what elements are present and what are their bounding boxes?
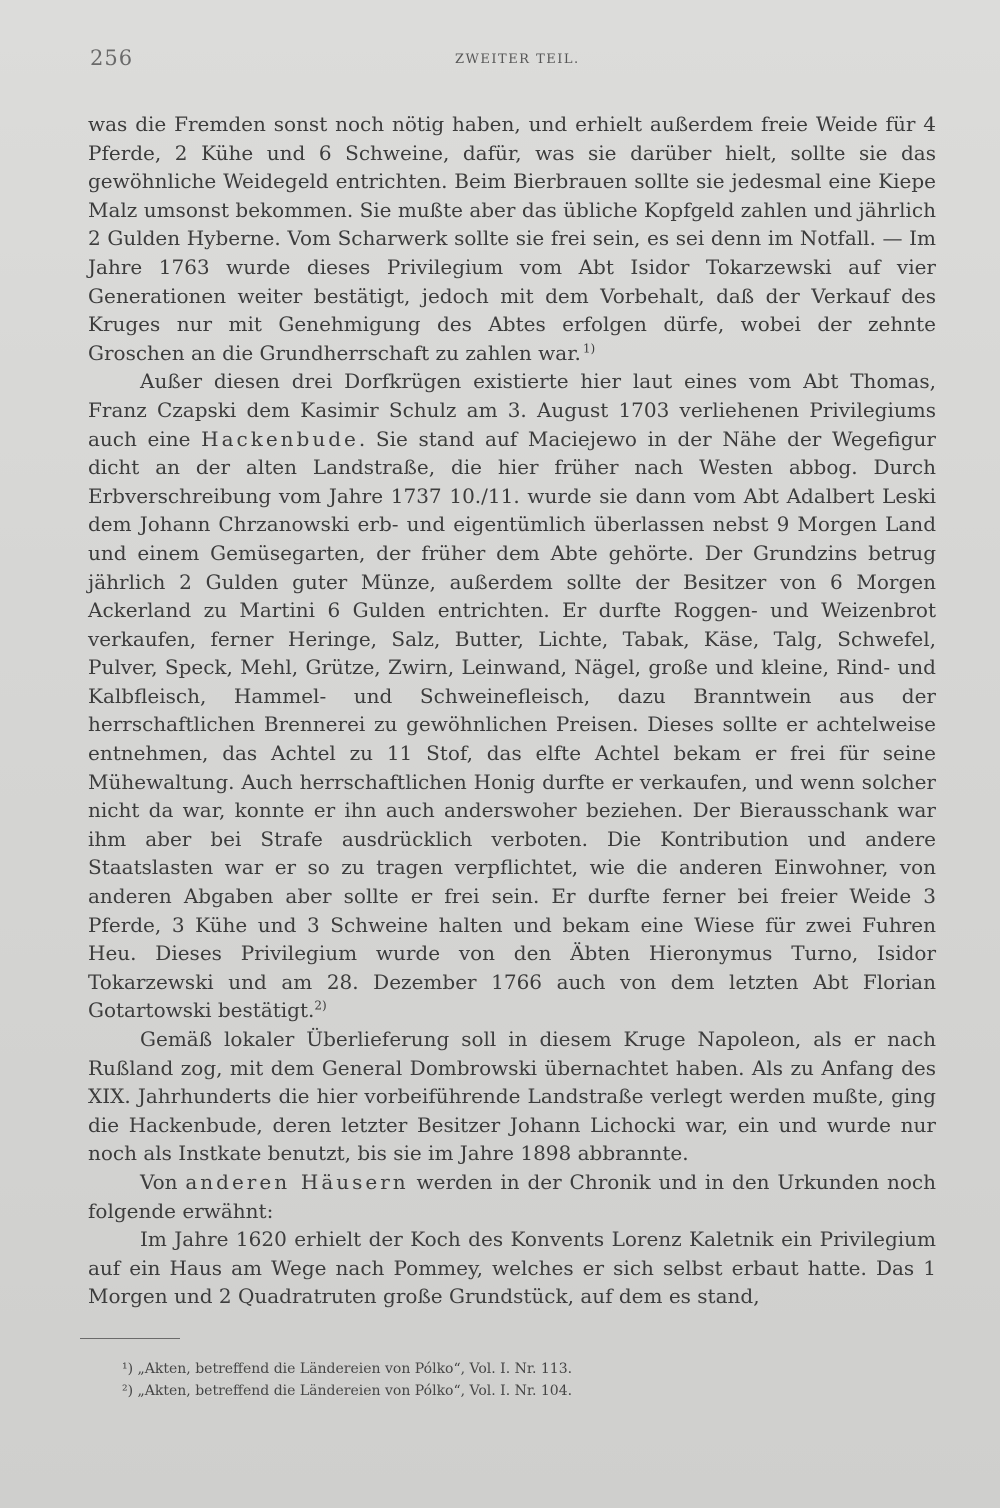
- body-text: [88, 110, 936, 1311]
- paragraph-text: Im Jahre 1620 erhielt der Koch des Konvents Lorenz Kaletnik ein Privilegium auf ein Haus am Wege nach Pommey, welches er sich selbst erbaut hatte. Das 1 Morgen und 2 Quadratruten große Grundstück, auf dem es stand,: [88, 1227, 936, 1309]
- footnote-rule: [80, 1338, 180, 1339]
- paragraph-hackenbude: [88, 367, 936, 1025]
- paragraph-text: werden in der Chronik und in den Urkunden noch folgende erwähnt:: [88, 1169, 937, 1223]
- paragraph-text: was die Fremden sonst noch nötig haben, und erhielt außerdem freie Weide für 4 Pferde, 2 Kühe und 6 Schweine, dafür, was sie darüber hielt, sollte sie das gewöhnliche Weidegeld entrichten. Beim Bierbrauen sollte sie jedesmal eine Kiepe Malz umsonst bekommen. Sie mußte aber das übliche Kopfgeld zahlen und jährlich 2 Gulden Hyberne. Vom Scharwerk sollte sie frei sein, es sei denn im Notfall. — Im Jahre 1763 wurde dieses Privilegium vom Abt Isidor Tokarzewski auf vier Generationen weiter bestätigt, jedoch mit dem Vorbehalt, daß der Verkauf des Kruges nur mit Genehmigung des Abtes erfolgen dürfe, wobei der zehnte Groschen an die Grundherrschaft zu zahlen war.: [88, 112, 936, 365]
- paragraph-kaletnik: [88, 1225, 936, 1311]
- running-head: ZWEITER TEIL.: [455, 52, 580, 67]
- paragraph-other-houses: [88, 1168, 936, 1225]
- footnote-2: ²) „Akten, betreffend die Ländereien von Pólko“, Vol. I. Nr. 104.: [122, 1383, 573, 1399]
- paragraph-napoleon: [88, 1025, 936, 1168]
- footnote-marker: 1): [582, 341, 596, 356]
- footnotes: [122, 1358, 762, 1402]
- page-header: [0, 46, 1000, 76]
- footnote-1: ¹) „Akten, betreffend die Ländereien von Pólko“, Vol. I. Nr. 113.: [122, 1361, 573, 1377]
- paragraph-continued: [88, 110, 936, 367]
- footnote-marker: 2): [314, 998, 327, 1013]
- paragraph-text: Von: [140, 1169, 186, 1194]
- paragraph-text: Außer diesen drei Dorfkrügen existierte hier laut eines vom Abt Thomas, Franz Czapski dem Kasimir Schulz am 3. August 1703 verliehenen Privilegiums auch eine: [88, 369, 936, 451]
- spaced-term: anderen Häusern: [185, 1169, 409, 1194]
- paragraph-text: . Sie stand auf Maciejewo in der Nähe der Wegefigur dicht an der alten Landstraße, die hier früher nach Westen abbog. Durch Erbverschreibung vom Jahre 1737 10./11. wurde sie dann vom Abt Adalbert Leski dem Johann Chrzanowski erb- und eigentümlich überlassen nebst 9 Morgen Land und einem Gemüsegarten, der früher dem Abte gehörte. Der Grundzins betrug jährlich 2 Gulden guter Münze, außerdem sollte der Besitzer von 6 Morgen Ackerland zu Martini 6 Gulden entrichten. Er durfte Roggen- und Weizenbrot verkaufen, ferner Heringe, Salz, Butter, Lichte, Tabak, Käse, Talg, Schwefel, Pulver, Speck, Mehl, Grütze, Zwirn, Leinwand, Nägel, große und kleine, Rind- und Kalbfleisch, Hammel- und Schweinefleisch, dazu Branntwein aus der herrschaftlichen Brennerei zu gewöhnlichen Preisen. Dieses sollte er achtelweise entnehmen, das Achtel zu 11 Stof, das elfte Achtel bekam er frei für seine Mühewaltung. Auch herrschaftlichen Honig durfte er verkaufen, und wenn solcher nicht da war, konnte er ihn auch anderswoher beziehen. Der Bierausschank war ihm aber bei Strafe ausdrücklich verboten. Die Kontribution und andere Staatslasten war er so zu tragen verpflichtet, wie die anderen Einwohner, von anderen Abgaben aber sollte er frei sein. Er durfte ferner bei freier Weide 3 Pferde, 3 Kühe und 3 Schweine halten und bekam eine Wiese für zwei Fuhren Heu. Dieses Privilegium wurde von den Äbten Hieronymus Turno, Isidor Tokarzewski und am 28. Dezember 1766 auch von dem letzten Abt Florian Gotartowski bestätigt.: [88, 426, 936, 1023]
- page-number: 256: [90, 46, 134, 70]
- spaced-term: Hackenbude: [201, 426, 359, 451]
- paragraph-text: Gemäß lokaler Überlieferung soll in diesem Kruge Napoleon, als er nach Rußland zog, mit dem General Dombrowski übernachtet haben. Als zu Anfang des XIX. Jahrhunderts die hier vorbeiführende Landstraße verlegt werden mußte, ging die Hackenbude, deren letzter Besitzer Johann Lichocki war, ein und wurde nur noch als Instkate benutzt, bis sie im Jahre 1898 abbrannte.: [88, 1027, 936, 1166]
